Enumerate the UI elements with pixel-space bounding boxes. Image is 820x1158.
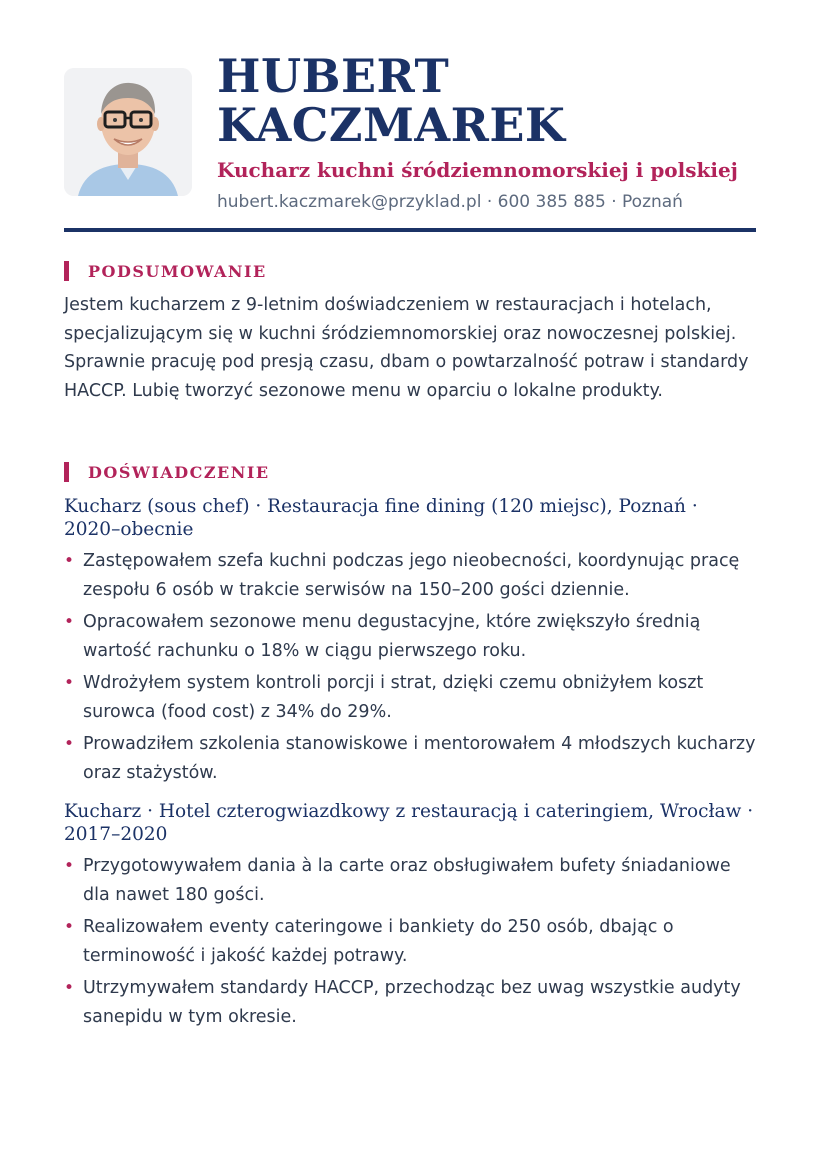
- job-role: Kucharz kuchni śródziemnomorskiej i polskiej: [217, 158, 738, 182]
- bullet-dot-icon: •: [64, 734, 75, 754]
- bullet-dot-icon: •: [64, 856, 75, 876]
- contact-line: hubert.kaczmarek@przyklad.pl · 600 385 885 · Poznań: [217, 192, 683, 212]
- experience-section: [64, 461, 756, 1035]
- bullet-text: Przygotowywałem dania à la carte oraz obsługiwałem bufety śniadaniowe dla nawet 180 gości.: [83, 856, 731, 905]
- candidate-name: [217, 49, 757, 152]
- job-bullets: [64, 852, 756, 1032]
- bullet-text: Realizowałem eventy cateringowe i bankiety do 250 osób, dbając o terminowość i jakość każdej potrawy.: [83, 917, 674, 966]
- job-title: Kucharz (sous chef) · Restauracja fine dining (120 miejsc), Poznań · 2020–obecnie: [64, 496, 698, 540]
- summary-text: Jestem kucharzem z 9-letnim doświadczeniem w restauracjach i hotelach, specjalizującym się w kuchni śródziemnomorskiej oraz nowoczesnej polskiej. Sprawnie pracuję pod presją czasu, dbam o powtarzalność potraw i standardy HACCP. Lubię tworzyć sezonowe menu w oparciu o lokalne produkty.: [64, 295, 749, 401]
- bullet-dot-icon: •: [64, 612, 75, 632]
- job-entry: [64, 495, 756, 788]
- summary-heading-label: PODSUMOWANIE: [88, 261, 267, 281]
- bullet-item: [64, 730, 756, 788]
- bullet-dot-icon: •: [64, 673, 75, 693]
- summary-section: [64, 260, 756, 405]
- section-marker: [64, 261, 69, 281]
- experience-heading-label: DOŚWIADCZENIE: [88, 462, 270, 482]
- bullet-dot-icon: •: [64, 917, 75, 937]
- bullet-text: Prowadziłem szkolenia stanowiskowe i mentorowałem 4 młodszych kucharzy oraz stażystów.: [83, 734, 756, 783]
- bullet-item: [64, 974, 756, 1032]
- header-divider: [64, 228, 756, 232]
- job-bullets: [64, 547, 756, 788]
- bullet-item: [64, 669, 756, 727]
- bullet-item: [64, 852, 756, 910]
- bullet-item: [64, 547, 756, 605]
- bullet-text: Utrzymywałem standardy HACCP, przechodząc bez uwag wszystkie audyty sanepidu w tym okresie.: [83, 978, 741, 1027]
- bullet-dot-icon: •: [64, 551, 75, 571]
- resume-header: [64, 0, 756, 236]
- person-photo-icon: [64, 68, 192, 196]
- job-entry: [64, 800, 756, 1032]
- bullet-text: Opracowałem sezonowe menu degustacyjne, które zwiększyło średnią wartość rachunku o 18% w ciągu pierwszego roku.: [83, 612, 701, 661]
- summary-heading: [64, 260, 756, 282]
- bullet-item: [64, 913, 756, 971]
- name-block: [217, 49, 757, 212]
- section-marker: [64, 462, 69, 482]
- bullet-text: Wdrożyłem system kontroli porcji i strat, dzięki czemu obniżyłem koszt surowca (food cost) z 34% do 29%.: [83, 673, 704, 722]
- bullet-dot-icon: •: [64, 978, 75, 998]
- profile-photo: [64, 68, 192, 196]
- experience-heading: [64, 461, 756, 483]
- job-title: Kucharz · Hotel czterogwiazdkowy z restauracją i cateringiem, Wrocław · 2017–2020: [64, 801, 754, 845]
- name-last: KACZMAREK: [217, 98, 566, 152]
- name-first: HUBERT: [217, 49, 450, 103]
- bullet-item: [64, 608, 756, 666]
- resume-page: [64, 0, 756, 1027]
- bullet-text: Zastępowałem szefa kuchni podczas jego nieobecności, koordynując pracę zespołu 6 osób w trakcie serwisów na 150–200 gości dziennie.: [83, 551, 740, 600]
